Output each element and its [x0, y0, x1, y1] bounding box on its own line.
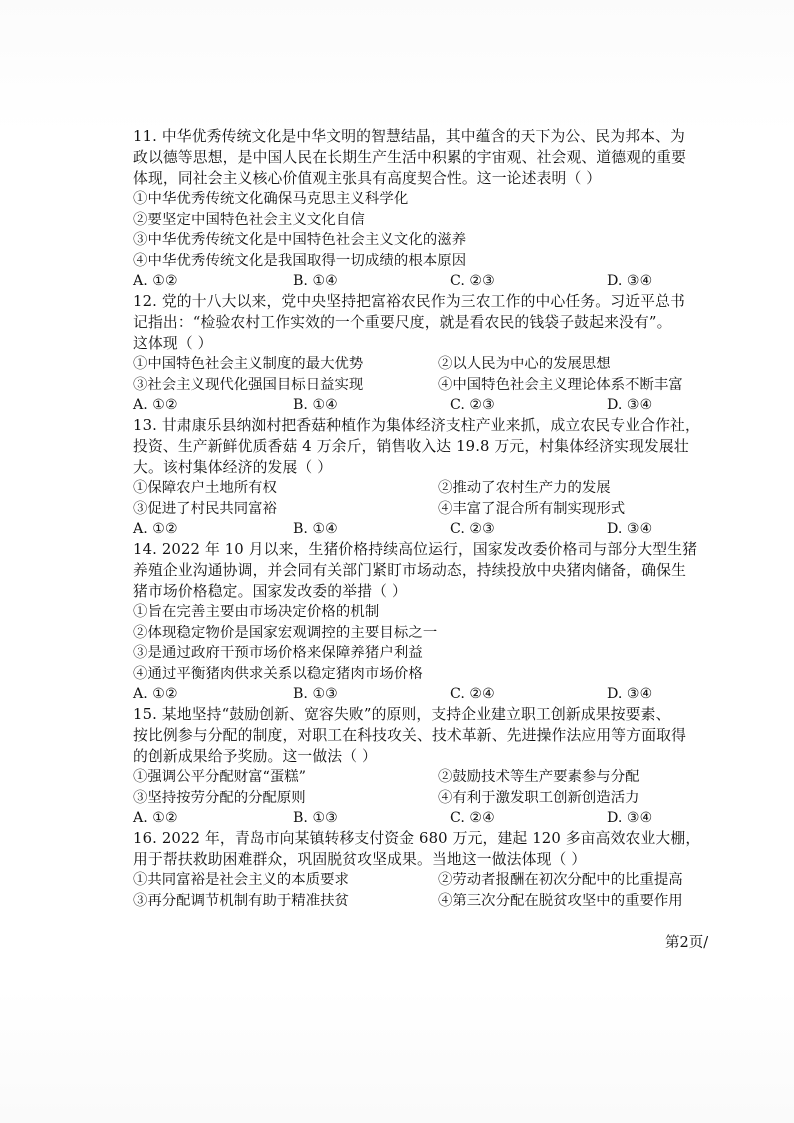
question-13	[133, 415, 733, 539]
statement-option: ①共同富裕是社会主义的本质要求	[133, 872, 349, 888]
answer-choice-b: B. ①③	[293, 686, 338, 702]
statement-option: ②劳动者报酬在初次分配中的比重提高	[438, 872, 683, 888]
answer-choice-d: D. ③④	[607, 273, 653, 289]
answer-choice-c: C. ②④	[450, 686, 495, 702]
statement-option: ①旨在完善主要由市场决定价格的机制	[133, 604, 380, 620]
question-14	[133, 539, 733, 704]
statement-option: ③坚持按劳分配的分配原则	[133, 789, 306, 806]
answer-choices	[133, 519, 733, 539]
answer-choice-c: C. ②④	[450, 810, 495, 826]
question-stem-line: 用于帮扶救助困难群众，巩固脱贫攻坚成果。当地这一做法体现（ ）	[133, 851, 587, 868]
statement-option-row	[133, 767, 733, 788]
statement-option: ③中华优秀传统文化是中国特色社会主义文化的滋养	[133, 232, 467, 248]
question-11	[133, 126, 733, 291]
answer-choice-c: C. ②③	[450, 521, 495, 537]
question-stem-line: 13. 甘肃康乐县纳洳村把香菇种植作为集体经济支柱产业来抓，成立农民专业合作社，	[133, 417, 700, 434]
question-stem-line: 政以德等思想，是中国人民在长期生产生活中积累的宇宙观、社会观、道德观的重要	[133, 149, 687, 166]
answer-choice-a: A. ①②	[133, 810, 178, 826]
answer-choices	[133, 271, 733, 291]
answer-choices	[133, 808, 733, 828]
question-stem-line: 16. 2022 年，青岛市向某镇转移支付资金 680 万元，建起 120 多亩高效农业大棚，	[133, 830, 701, 847]
answer-choice-d: D. ③④	[607, 686, 653, 702]
statement-option: ③促进了村民共同富裕	[133, 500, 277, 517]
question-stem-line: 猪市场价格稳定。国家发改委的举措（ ）	[133, 583, 407, 600]
question-stem-line: 记指出：“检验农村工作实效的一个重要尺度，就是看农民的钱袋子鼓起来没有”。	[133, 314, 672, 331]
answer-choice-d: D. ③④	[607, 397, 653, 413]
statement-option: ④中华优秀传统文化是我国取得一切成绩的根本原因	[133, 252, 467, 269]
statement-option: ②以人民为中心的发展思想	[438, 356, 611, 372]
statement-option: ①保障农户土地所有权	[133, 480, 277, 496]
question-stem-line: 14. 2022 年 10 月以来，生猪价格持续高位运行，国家发改委价格司与部分大型生猪	[133, 541, 698, 558]
answer-choice-a: A. ①②	[133, 273, 178, 289]
statement-option-row	[133, 891, 733, 912]
statement-option: ②体现稳定物价是国家宏观调控的主要目标之一	[133, 624, 438, 641]
question-stem-line: 的创新成果给予奖励。这一做法（ ）	[133, 748, 378, 765]
statement-option: ③社会主义现代化强国目标日益实现	[133, 376, 364, 393]
answer-choice-b: B. ①③	[293, 810, 338, 826]
answer-choice-a: A. ①②	[133, 521, 178, 537]
statement-option: ④丰富了混合所有制实现形式	[438, 500, 626, 517]
statement-option: ④有利于激发职工创新创造活力	[438, 789, 640, 806]
question-stem-line: 12. 党的十八大以来，党中央坚持把富裕农民作为三农工作的中心任务。习近平总书	[133, 293, 685, 310]
statement-option: ③是通过政府干预市场价格来保障养猪户利益	[133, 645, 423, 661]
statement-option-row	[133, 375, 733, 396]
question-stem-line: 养殖企业沟通协调，并会同有关部门紧盯市场动态，持续投放中央猪肉储备，确保生	[133, 562, 687, 579]
answer-choice-c: C. ②③	[450, 273, 495, 289]
statement-option: ④通过平衡猪肉供求关系以稳定猪肉市场价格	[133, 665, 423, 682]
question-stem-line: 大。该村集体经济的发展（ ）	[133, 459, 333, 476]
statement-option-row	[133, 870, 733, 891]
answer-choice-b: B. ①④	[293, 273, 338, 289]
statement-option-row	[133, 478, 733, 499]
statement-option-row	[133, 788, 733, 809]
question-stem-line: 投资、生产新鲜优质香菇 4 万余斤，销售收入达 19.8 万元，村集体经济实现发展壮	[133, 438, 689, 455]
statement-option: ②鼓励技术等生产要素参与分配	[438, 769, 640, 785]
answer-choice-d: D. ③④	[607, 810, 653, 826]
page-number: 第2页/	[665, 935, 709, 951]
question-16	[133, 828, 733, 911]
question-15	[133, 704, 733, 828]
answer-choices	[133, 395, 733, 415]
statement-option: ①强调公平分配财富“蛋糕”	[133, 769, 307, 785]
answer-choice-b: B. ①④	[293, 397, 338, 413]
question-stem-line: 11. 中华优秀传统文化是中华文明的智慧结晶，其中蕴含的天下为公、民为邦本、为	[133, 128, 685, 145]
statement-option: ①中国特色社会主义制度的最大优势	[133, 356, 364, 372]
question-12	[133, 291, 733, 415]
statement-option: ④第三次分配在脱贫攻坚中的重要作用	[438, 892, 683, 909]
answer-choices	[133, 684, 733, 704]
statement-option-row	[133, 499, 733, 520]
question-stem-line: 按比例参与分配的制度，对职工在科技攻关、技术革新、先进操作法应用等方面取得	[133, 727, 687, 744]
question-stem-line: 体现，同社会主义核心价值观主张具有高度契合性。这一论述表明（ ）	[133, 170, 602, 187]
statement-option: ①中华优秀传统文化确保马克思主义科学化	[133, 191, 409, 207]
answer-choice-d: D. ③④	[607, 521, 653, 537]
answer-choice-c: C. ②③	[450, 397, 495, 413]
statement-option: ②要坚定中国特色社会主义文化自信	[133, 211, 365, 228]
statement-option: ②推动了农村生产力的发展	[438, 480, 611, 496]
statement-option: ④中国特色社会主义理论体系不断丰富	[438, 376, 683, 393]
statement-option-row	[133, 354, 733, 375]
answer-choice-b: B. ①④	[293, 521, 338, 537]
answer-choice-a: A. ①②	[133, 686, 178, 702]
question-stem-line: 这体现（ ）	[133, 335, 213, 352]
question-stem-line: 15. 某地坚持“鼓励创新、宽容失败”的原则，支持企业建立职工创新成果按要素、	[133, 706, 671, 723]
statement-option: ③再分配调节机制有助于精准扶贫	[133, 892, 349, 909]
answer-choice-a: A. ①②	[133, 397, 178, 413]
exam-page-content	[133, 126, 733, 946]
